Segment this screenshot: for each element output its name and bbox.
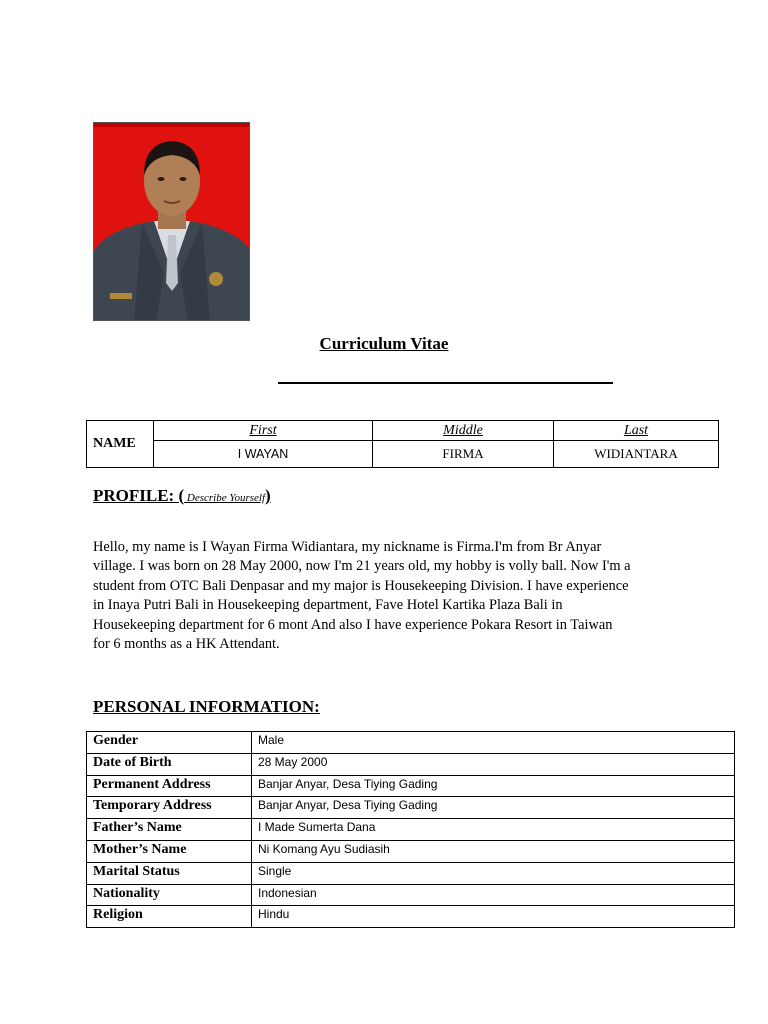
profile-line: student from OTC Bali Denpasar and my major is Housekeeping Division. I have experience xyxy=(93,577,629,594)
info-label: Gender xyxy=(87,732,252,754)
info-value: Male xyxy=(252,732,735,754)
info-value: Banjar Anyar, Desa Tiying Gading xyxy=(252,775,735,797)
table-row xyxy=(87,906,735,928)
name-header-last: Last xyxy=(554,421,719,441)
info-value: I Made Sumerta Dana xyxy=(252,819,735,841)
profile-line: in Inaya Putri Bali in Housekeeping department, Fave Hotel Kartika Plaza Bali in xyxy=(93,597,563,614)
info-value: Single xyxy=(252,862,735,884)
profile-line: Housekeeping department for 6 mont And also I have experience Pokara Resort in Taiwan xyxy=(93,616,613,633)
info-label: Nationality xyxy=(87,884,252,906)
info-value: Banjar Anyar, Desa Tiying Gading xyxy=(252,797,735,819)
table-row xyxy=(87,840,735,862)
table-row xyxy=(87,775,735,797)
info-label: Mother’s Name xyxy=(87,840,252,862)
table-row xyxy=(87,884,735,906)
name-header-first: First xyxy=(154,421,373,441)
name-table xyxy=(86,420,719,468)
info-label: Date of Birth xyxy=(87,753,252,775)
profile-line: Hello, my name is I Wayan Firma Widiantara, my nickname is Firma.I'm from Br Anyar xyxy=(93,539,602,555)
info-value: 28 May 2000 xyxy=(252,753,735,775)
profile-heading-text: PROFILE: ( xyxy=(93,486,185,505)
table-row xyxy=(87,862,735,884)
info-label: Temporary Address xyxy=(87,797,252,819)
profile-heading xyxy=(93,486,271,506)
profile-paragraph xyxy=(93,538,693,654)
name-label: NAME xyxy=(87,421,154,468)
person-portrait-image xyxy=(94,123,250,321)
name-value-first: I WAYAN xyxy=(154,441,373,468)
profile-heading-close: ) xyxy=(265,486,271,505)
document-title: Curriculum Vitae xyxy=(319,334,449,353)
personal-information-table xyxy=(86,731,735,928)
personal-information-heading: PERSONAL INFORMATION: xyxy=(93,697,320,716)
profile-line: village. I was born on 28 May 2000, now I'm 21 years old, my hobby is volly ball. Now I'm a xyxy=(93,558,631,575)
table-row xyxy=(87,753,735,775)
info-label: Father’s Name xyxy=(87,819,252,841)
table-row xyxy=(87,819,735,841)
table-row xyxy=(87,797,735,819)
title-underline-rule xyxy=(278,382,613,384)
name-value-last: WIDIANTARA xyxy=(554,441,719,468)
info-value: Hindu xyxy=(252,906,735,928)
info-label: Permanent Address xyxy=(87,775,252,797)
info-label: Marital Status xyxy=(87,862,252,884)
info-value: Ni Komang Ayu Sudiasih xyxy=(252,840,735,862)
table-row xyxy=(87,732,735,754)
profile-line: for 6 months as a HK Attendant. xyxy=(93,636,280,653)
info-value: Indonesian xyxy=(252,884,735,906)
name-header-middle: Middle xyxy=(373,421,554,441)
name-value-middle: FIRMA xyxy=(373,441,554,468)
profile-photo xyxy=(93,122,250,321)
profile-heading-hint: Describe Yourself xyxy=(184,492,266,504)
info-label: Religion xyxy=(87,906,252,928)
